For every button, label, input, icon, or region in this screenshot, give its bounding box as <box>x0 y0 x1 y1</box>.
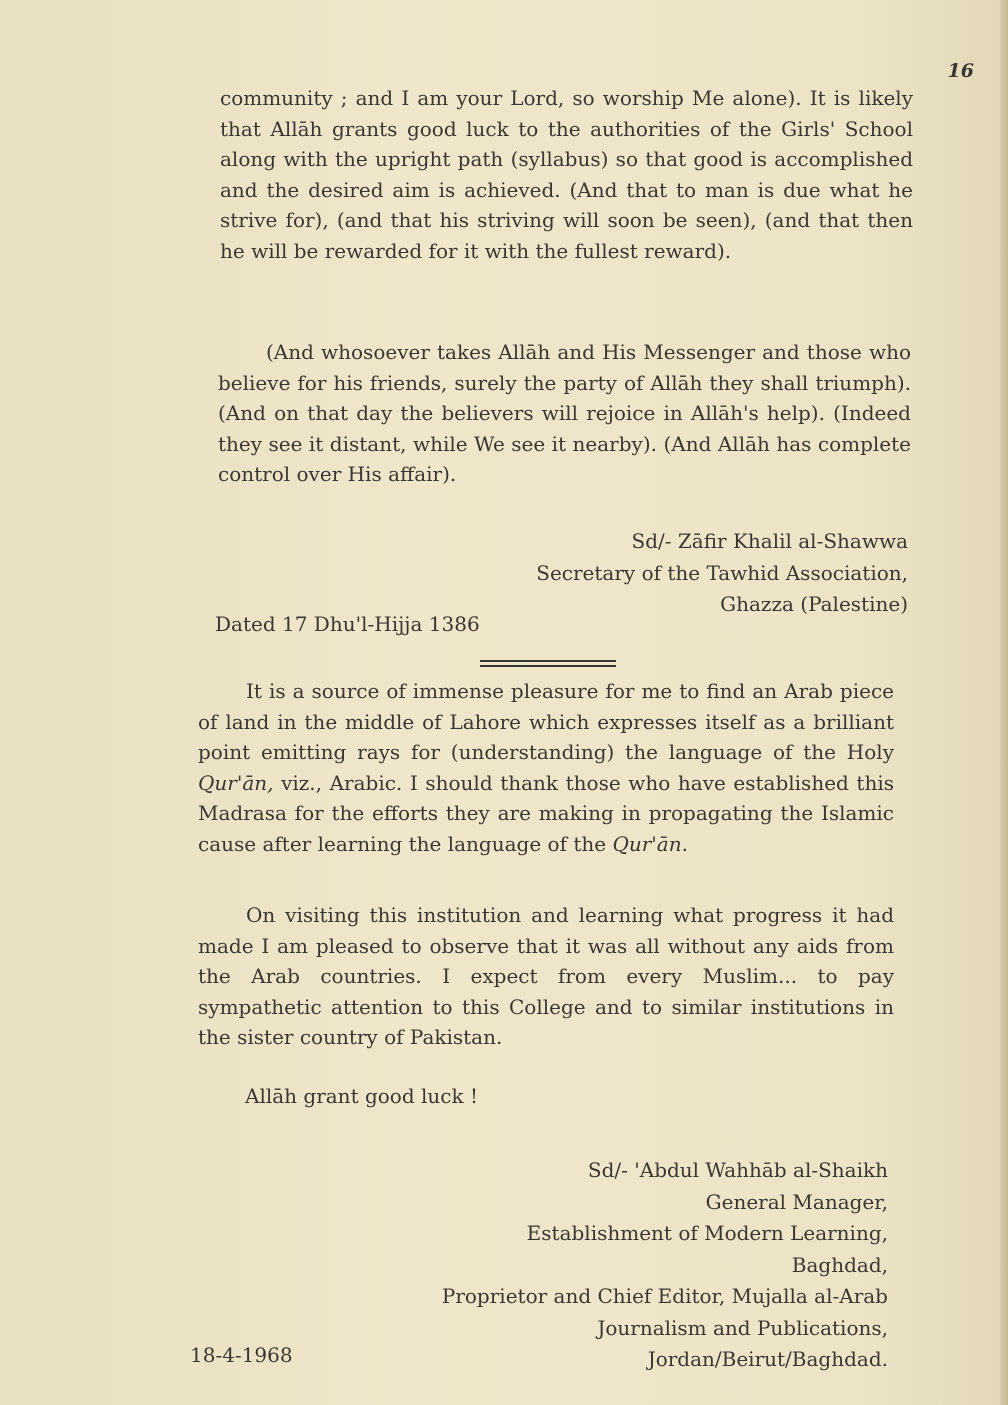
signatory-second-title: Proprietor and Chief Editor, Mujalla al-Arab <box>441 1284 888 1308</box>
signatory-publication: Journalism and Publications, <box>597 1315 888 1340</box>
paragraph-letter-1-continued: community ; and I am your Lord, so worship Me alone). It is likely that Allāh grants good luck to the authorities of the Girls' School along with the upright path (syllabus) so that good is accomplished and the desired aim is achieved. (And that to man is due what he strive for), (and that his striving will soon be seen), (and that then he will be rewarded for it with the fullest reward). <box>220 86 913 263</box>
signatory-city: Baghdad, <box>791 1252 888 1277</box>
closing-line: Allāh grant good luck ! <box>245 1084 478 1108</box>
signatory-name: Sd/- 'Abdul Wahhāb al-Shaikh <box>587 1158 888 1182</box>
letter-2-date: 18-4-1968 <box>190 1343 293 1367</box>
section-divider <box>480 660 616 667</box>
page-edge-shadow <box>1000 0 1008 1405</box>
signatory-title: General Manager, <box>705 1189 888 1214</box>
quran-term: Qur'ān, <box>198 770 274 795</box>
letter-2-text-a: It is a source of immense pleasure for me to find an Arab piece of land in the middle of Lahore which expresses itself as a brilliant point emitting rays for (understanding) the language of the Holy <box>198 679 894 765</box>
signature-block-2 <box>442 1155 888 1376</box>
page-number: 16 <box>947 60 974 82</box>
paragraph-quranic-verses: (And whosoever takes Allāh and His Messenger and those who believe for his friends, surely the party of Allāh they shall triumph). (And on that day the believers will rejoice in Allāh's help). (Indeed they see it distant, while We see it nearby). (And Allāh has complete control over His affair). <box>218 340 911 487</box>
signatory-place: Ghazza (Palestine) <box>720 592 908 616</box>
signatory-locations: Jordan/Beirut/Baghdad. <box>647 1347 888 1371</box>
paragraph-letter-2-opening <box>198 676 894 860</box>
quran-term: Qur'ān. <box>612 831 688 856</box>
signatory-title: Secretary of the Tawhid Association, <box>536 560 908 585</box>
letter-2-text-b: viz., Arabic. I should thank those who have established this Madrasa for the efforts they are making in propagating the Islamic cause after learning the language of the <box>198 770 894 856</box>
signatory-name: Sd/- Zāfir Khalil al-Shawwa <box>631 529 908 553</box>
signatory-organization: Establishment of Modern Learning, <box>526 1221 888 1245</box>
letter-1-date: Dated 17 Dhu'l-Hijja 1386 <box>215 612 480 636</box>
paragraph-letter-2-visit: On visiting this institution and learning what progress it had made I am pleased to observe that it was all without any aids from the Arab countries. I expect from every Muslim... to pay sympathetic attention to this College and to similar institutions in the sister country of Pakistan. <box>198 903 894 1050</box>
signature-block-1 <box>536 526 908 621</box>
